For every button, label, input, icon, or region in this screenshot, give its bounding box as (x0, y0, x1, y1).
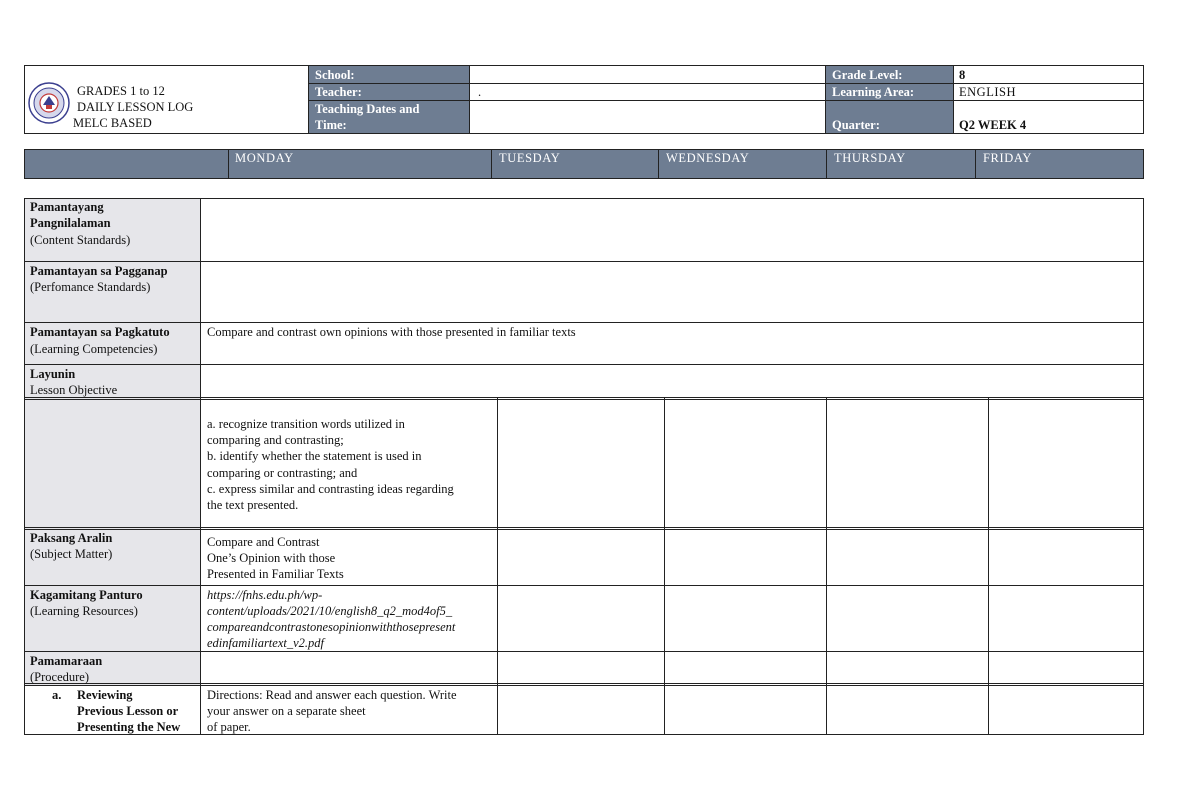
review-label-1: Reviewing (77, 688, 133, 702)
subject-matter-line-3: Presented in Familiar Texts (207, 567, 344, 581)
day-monday: MONDAY (235, 151, 294, 165)
subject-matter-label: Paksang Aralin (30, 531, 113, 545)
dates-label-1: Teaching Dates and (315, 102, 420, 116)
area-label: Learning Area: (832, 85, 915, 99)
procedure-label: Pamamaraan (30, 654, 103, 668)
school-label: School: (315, 68, 355, 82)
resources-sub: (Learning Resources) (30, 604, 138, 618)
learning-competencies-value: Compare and contrast own opinions with those presented in familiar texts (207, 325, 576, 339)
subject-matter-line-2: One’s Opinion with those (207, 551, 336, 565)
review-directions-3: of paper. (207, 720, 251, 734)
grade-label: Grade Level: (832, 68, 903, 82)
resource-link-line-2[interactable]: content/uploads/2021/10/english8_q2_mod4of5_ (207, 604, 453, 618)
subject-matter-line-1: Compare and Contrast (207, 535, 320, 549)
resource-link-line-3[interactable]: compareandcontrastonesopinionwiththosepresent (207, 620, 456, 634)
content-standards-label-1: Pamantayang (30, 200, 104, 214)
review-label-3: Presenting the New (77, 720, 181, 734)
review-label-2: Previous Lesson or (77, 704, 179, 718)
learning-competencies-label: Pamantayan sa Pagkatuto (30, 325, 170, 339)
objective-sub: Lesson Objective (30, 383, 118, 397)
review-marker: a. (52, 688, 62, 702)
performance-standards-sub: (Perfomance Standards) (30, 280, 151, 294)
resource-link-line-4[interactable]: edinfamiliartext_v2.pdf (207, 636, 324, 650)
objective-item-3: b. identify whether the statement is used in (207, 449, 422, 463)
day-thursday: THURSDAY (834, 151, 906, 165)
content-standards-label-2: Pangnilalaman (30, 216, 111, 230)
dates-label-2: Time: (315, 118, 347, 132)
grade-value[interactable]: 8 (959, 68, 966, 82)
review-directions-1: Directions: Read and answer each question. Write (207, 688, 457, 702)
review-directions-2: your answer on a separate sheet (207, 704, 366, 718)
title-line-1: GRADES 1 to 12 (77, 84, 165, 98)
objective-item-2: comparing and contrasting; (207, 433, 344, 447)
subject-matter-sub: (Subject Matter) (30, 547, 113, 561)
content-standards-sub: (Content Standards) (30, 233, 131, 247)
teacher-value[interactable]: . (478, 85, 482, 99)
teacher-label: Teacher: (315, 85, 362, 99)
area-value[interactable]: ENGLISH (959, 85, 1016, 99)
title-line-2: DAILY LESSON LOG (77, 100, 194, 114)
learning-competencies-sub: (Learning Competencies) (30, 342, 158, 356)
day-wednesday: WEDNESDAY (666, 151, 750, 165)
day-friday: FRIDAY (983, 151, 1032, 165)
objective-item-4: comparing or contrasting; and (207, 466, 358, 480)
day-tuesday: TUESDAY (499, 151, 561, 165)
performance-standards-label: Pamantayan sa Pagganap (30, 264, 168, 278)
title-line-3: MELC BASED (73, 116, 152, 130)
days-bar (24, 149, 1144, 179)
objective-item-6: the text presented. (207, 498, 299, 512)
objective-item-5: c. express similar and contrasting ideas regarding (207, 482, 454, 496)
quarter-label: Quarter: (832, 118, 880, 132)
quarter-value[interactable]: Q2 WEEK 4 (959, 118, 1027, 132)
objective-label: Layunin (30, 367, 76, 381)
resources-label: Kagamitang Panturo (30, 588, 143, 602)
deped-seal-icon (28, 82, 70, 124)
objective-item-1: a. recognize transition words utilized in (207, 417, 405, 431)
resource-link-line-1[interactable]: https://fnhs.edu.ph/wp- (207, 588, 323, 602)
procedure-sub: (Procedure) (30, 670, 89, 684)
